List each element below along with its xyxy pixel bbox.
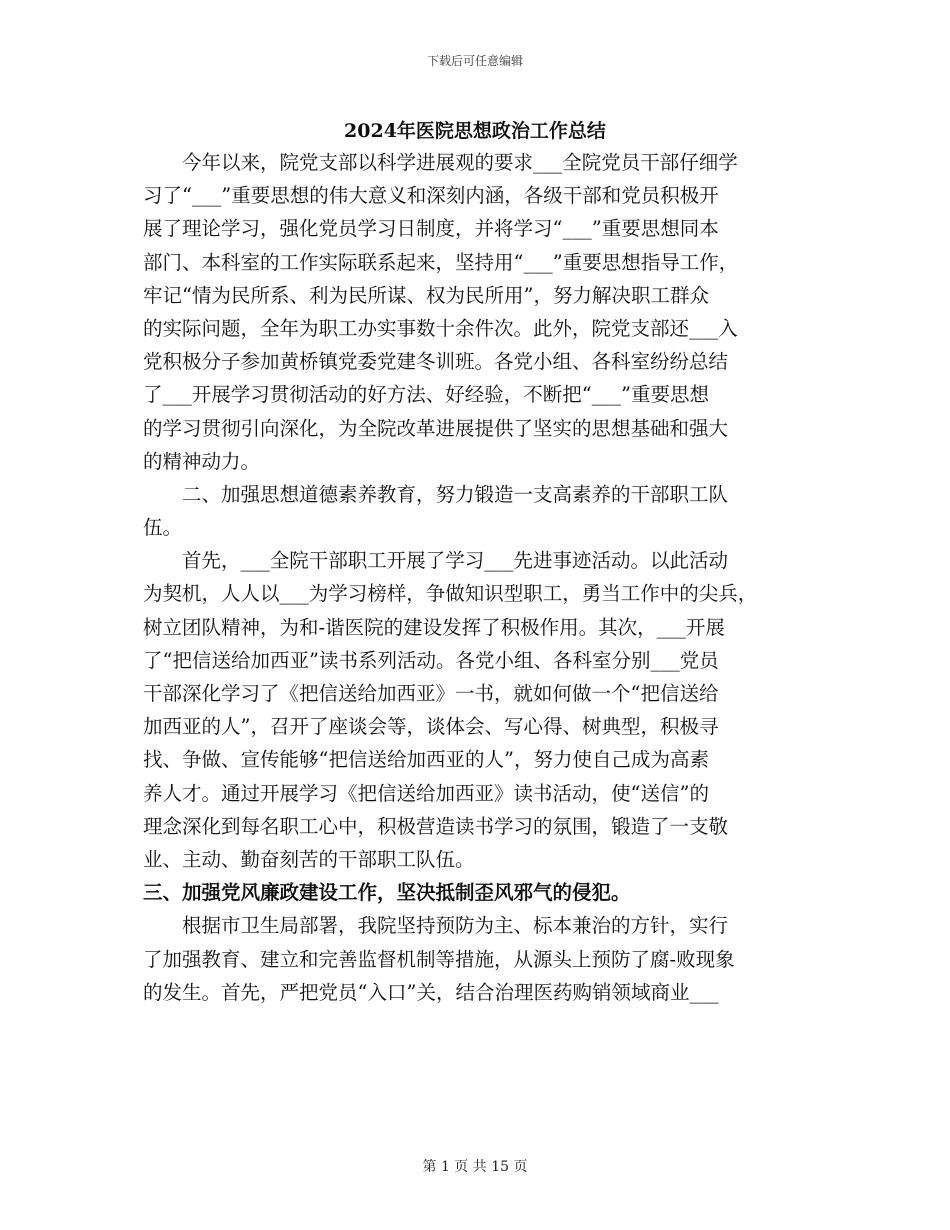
header-note: 下载后可任意编辑 xyxy=(426,54,523,68)
paragraph-line: 养人才。通过开展学习《把信送给加西亚》读书活动，使“送信”的 xyxy=(143,781,709,805)
paragraph-line: 树立团队精神，为和-谐医院的建设发挥了积极作用。其次，___开展 xyxy=(143,615,725,639)
paragraph-line: 展了理论学习，强化党员学习日制度，并将学习“___”重要思想同本 xyxy=(143,217,719,241)
page-footer: 第 1 页 共 15 页 xyxy=(422,1159,528,1175)
paragraph-line: 首先，___全院干部职工开展了学习___先进事迹活动。以此活动 xyxy=(143,549,729,573)
paragraph-line: 业、主动、勤奋刻苦的干部职工队伍。 xyxy=(143,847,475,871)
paragraph-line: 牢记“情为民所系、利为民所谋、权为民所用”，努力解决职工群众 xyxy=(143,283,709,307)
document-title: 2024年医院思想政治工作总结 xyxy=(344,120,606,142)
paragraph-line: 干部深化学习了《把信送给加西亚》一书，就如何做一个“把信送给 xyxy=(143,682,719,705)
paragraph-line: 的实际问题，全年为职工办实事数十余件次。此外，院党支部还___入 xyxy=(143,316,738,340)
paragraph-line: 为契机，人人以___为学习榜样，争做知识型职工，勇当工作中的尖兵， xyxy=(143,582,758,606)
paragraph-line: 找、争做、宣传能够“把信送给加西亚的人”，努力使自己成为高素 xyxy=(143,748,709,772)
paragraph-line: 今年以来，院党支部以科学进展观的要求___全院党员干部仔细学 xyxy=(143,151,738,174)
paragraph-line: 了加强教育、建立和完善监督机制等措施，从源头上预防了腐-败现象 xyxy=(143,947,735,971)
section-heading-line: 伍。 xyxy=(143,516,183,540)
paragraph-line: 的学习贯彻引向深化，为全院改革进展提供了坚实的思想基础和强大 xyxy=(143,416,729,440)
paragraph-line: 加西亚的人”，召开了座谈会等，谈体会、写心得、树典型，积极寻 xyxy=(143,715,719,739)
paragraph-line: 党积极分子参加黄桥镇党委党建冬训班。各党小组、各科室纷纷总结 xyxy=(143,350,729,374)
paragraph-line: 了“把信送给加西亚”读书系列活动。各党小组、各科室分别___党员 xyxy=(143,648,719,672)
paragraph-line: 理念深化到每名职工心中，积极营造读书学习的氛围，锻造了一支敬 xyxy=(143,814,729,838)
paragraph-line: 根据市卫生局部署，我院坚持预防为主、标本兼治的方针，实行 xyxy=(143,914,729,938)
paragraph-line: 的发生。首先，严把党员“入口”关，结合治理医药购销领域商业___ xyxy=(143,980,719,1004)
section-heading-bold: 三、加强党风廉政建设工作，坚决抵制歪风邪气的侵犯。 xyxy=(143,881,631,905)
section-heading-line: 二、加强思想道德素养教育，努力锻造一支高素养的干部职工队 xyxy=(143,482,729,506)
paragraph-line: 的精神动力。 xyxy=(143,449,261,473)
document-body xyxy=(143,146,815,1009)
paragraph-line: 了___开展学习贯彻活动的好方法、好经验，不断把“___”重要思想 xyxy=(143,383,709,407)
paragraph-line: 习了“___”重要思想的伟大意义和深刻内涵，各级干部和党员积极开 xyxy=(143,184,719,208)
paragraph-line: 部门、本科室的工作实际联系起来，坚持用“___”重要思想指导工作， xyxy=(143,250,739,274)
